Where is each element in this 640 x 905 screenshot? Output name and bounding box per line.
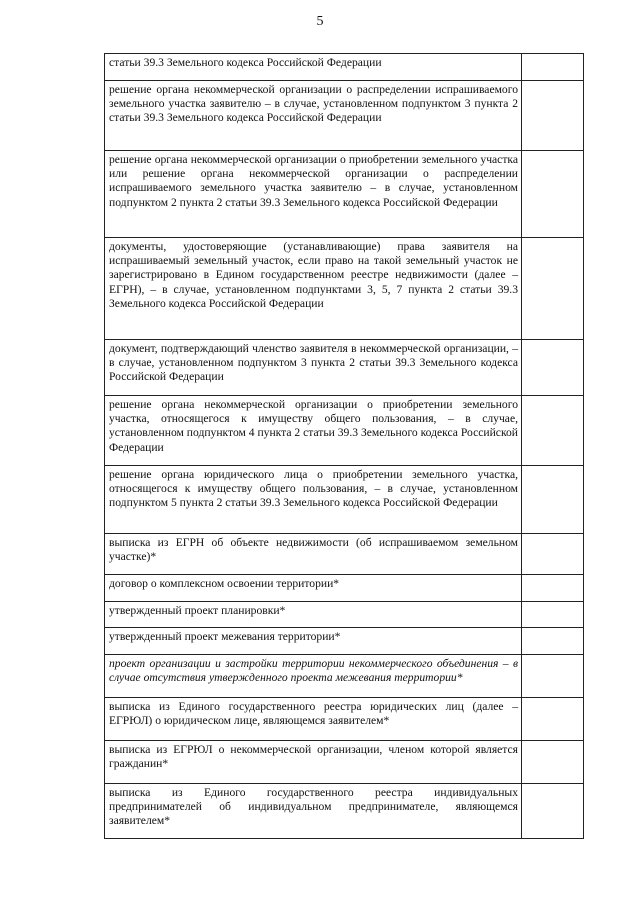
table-row (105, 602, 584, 628)
document-cell: утвержденный проект межевания территории* (105, 628, 522, 655)
table-row (105, 396, 584, 466)
table-row (105, 575, 584, 602)
table-row (105, 534, 584, 575)
table-row (105, 628, 584, 655)
mark-cell (522, 602, 584, 628)
table-row (105, 151, 584, 238)
mark-cell (522, 238, 584, 340)
mark-cell (522, 655, 584, 698)
document-cell: решение органа юридического лица о приобретении земельного участка, относящегося к имуществу общего пользования, – в случае, установленном подпунктом 5 пункта 2 статьи 39.3 Земельного кодекса Российской Федерации (105, 466, 522, 534)
document-cell: выписка из Единого государственного реестра юридических лиц (далее – ЕГРЮЛ) о юридическом лице, являющемся заявителем* (105, 698, 522, 741)
page-number: 5 (316, 14, 324, 29)
mark-cell (522, 741, 584, 784)
mark-cell (522, 534, 584, 575)
table-row (105, 238, 584, 340)
document-cell: документы, удостоверяющие (устанавливающие) права заявителя на испрашиваемый земельный участок, если право на такой земельный участок не зарегистрировано в Едином государственном реестре недвижимости (далее – ЕГРН), – в случае, установленном подпунктами 3, 5, 7 пункта 2 статьи 39.3 Земельного кодекса Российской Федерации (105, 238, 522, 340)
document-cell: статьи 39.3 Земельного кодекса Российской Федерации (105, 54, 522, 81)
mark-cell (522, 81, 584, 151)
document-cell: проект организации и застройки территории некоммерческого объединения – в случае отсутствия утвержденного проекта межевания территории* (105, 655, 522, 698)
table-row (105, 784, 584, 839)
mark-cell (522, 151, 584, 238)
table-row (105, 698, 584, 741)
document-cell: документ, подтверждающий членство заявителя в некоммерческой организации, – в случае, установленном подпунктом 3 пункта 2 статьи 39.3 Земельного кодекса Российской Федерации (105, 340, 522, 396)
mark-cell (522, 698, 584, 741)
table-row (105, 741, 584, 784)
document-table (104, 53, 584, 839)
mark-cell (522, 784, 584, 839)
mark-cell (522, 466, 584, 534)
mark-cell (522, 628, 584, 655)
mark-cell (522, 396, 584, 466)
document-cell: выписка из ЕГРН об объекте недвижимости (об испрашиваемом земельном участке)* (105, 534, 522, 575)
document-cell: выписка из Единого государственного реестра индивидуальных предпринимателей об индивидуальном предпринимателе, являющемся заявителем* (105, 784, 522, 839)
document-cell: выписка из ЕГРЮЛ о некоммерческой организации, членом которой является гражданин* (105, 741, 522, 784)
mark-cell (522, 340, 584, 396)
document-cell: решение органа некоммерческой организации о приобретении земельного участка, относящегося к имуществу общего пользования, – в случае, установленном подпунктом 4 пункта 2 статьи 39.3 Земельного кодекса Российской Федерации (105, 396, 522, 466)
table-row (105, 655, 584, 698)
table-row (105, 54, 584, 81)
table-row (105, 466, 584, 534)
mark-cell (522, 575, 584, 602)
document-cell: решение органа некоммерческой организации о распределении испрашиваемого земельного участка заявителю – в случае, установленном подпунктом 3 пункта 2 статьи 39.3 Земельного кодекса Российской Федерации (105, 81, 522, 151)
document-cell: договор о комплексном освоении территории* (105, 575, 522, 602)
table-row (105, 81, 584, 151)
mark-cell (522, 54, 584, 81)
document-cell: утвержденный проект планировки* (105, 602, 522, 628)
document-cell: решение органа некоммерческой организации о приобретении земельного участка или решение органа некоммерческой организации о распределении испрашиваемого земельного участка заявителю – в случае, установленном подпунктом 2 пункта 2 статьи 39.3 Земельного кодекса Российской Федерации (105, 151, 522, 238)
table-row (105, 340, 584, 396)
